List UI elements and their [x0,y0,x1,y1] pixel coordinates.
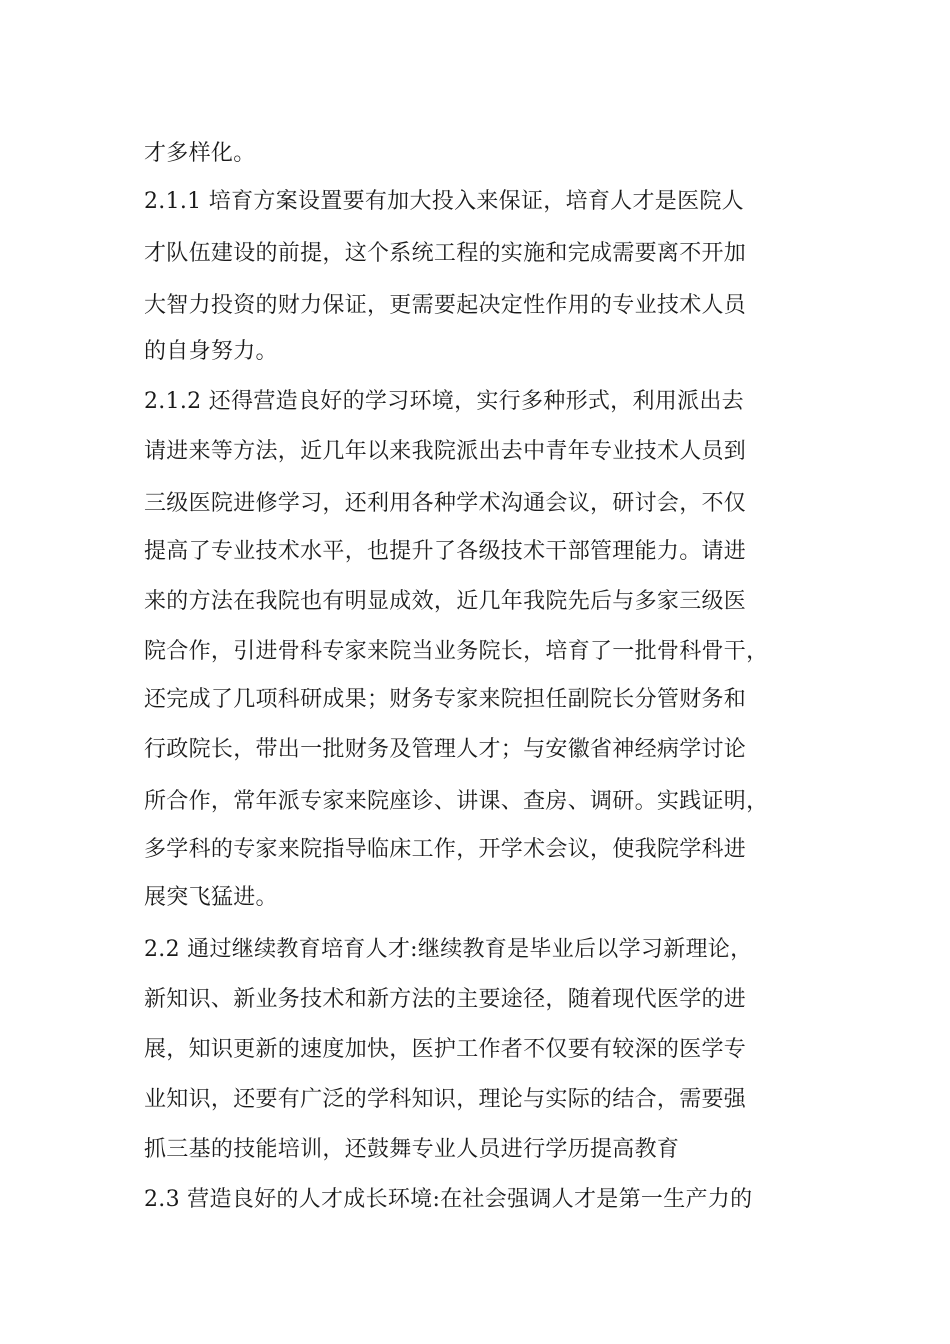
text-line: 提高了专业技术水平，也提升了各级技术干部管理能力。请进 [144,539,747,564]
text-line: 来的方法在我院也有明显成效，近几年我院先后与多家三级医 [144,589,747,614]
text-line: 新知识、新业务技术和新方法的主要途径，随着现代医学的进 [144,987,747,1012]
text-line: 业知识，还要有广泛的学科知识，理论与实际的结合，需要强 [144,1087,747,1112]
text-line: 展，知识更新的速度加快，医护工作者不仅要有较深的医学专 [144,1037,747,1062]
text-line: 院合作，引进骨科专家来院当业务院长，培育了一批骨科骨干， [144,639,769,664]
section-2-1-2-heading-line: 2.1.2 还得营造良好的学习环境，实行多种形式，利用派出去 [144,389,744,414]
text-line: 多学科的专家来院指导临床工作，开学术会议，使我院学科进 [144,837,747,862]
section-2-1-1-heading-line: 2.1.1 培育方案设置要有加大投入来保证，培育人才是医院人 [144,189,744,214]
text-line: 抓三基的技能培训，还鼓舞专业人员进行学历提高教育 [144,1137,680,1162]
text-line: 才队伍建设的前提，这个系统工程的实施和完成需要离不开加 [144,241,747,266]
text-line: 大智力投资的财力保证，更需要起决定性作用的专业技术人员 [144,293,747,318]
text-line: 请进来等方法，近几年以来我院派出去中青年专业技术人员到 [144,439,747,464]
text-line: 还完成了几项科研成果；财务专家来院担任副院长分管财务和 [144,687,747,712]
section-2-3-heading-line: 2.3 营造良好的人才成长环境:在社会强调人才是第一生产力的 [144,1187,753,1212]
section-2-2-heading-line: 2.2 通过继续教育培育人才:继续教育是毕业后以学习新理论， [144,937,753,962]
text-line: 行政院长，带出一批财务及管理人才；与安徽省神经病学讨论 [144,737,747,762]
text-line: 所合作，常年派专家来院座诊、讲课、查房、调研。实践证明， [144,789,769,814]
text-line: 展突飞猛进。 [144,885,278,910]
text-line: 才多样化。 [144,141,256,166]
text-line: 的自身努力。 [144,339,278,364]
text-line: 三级医院进修学习，还利用各种学术沟通会议，研讨会，不仅 [144,491,747,516]
